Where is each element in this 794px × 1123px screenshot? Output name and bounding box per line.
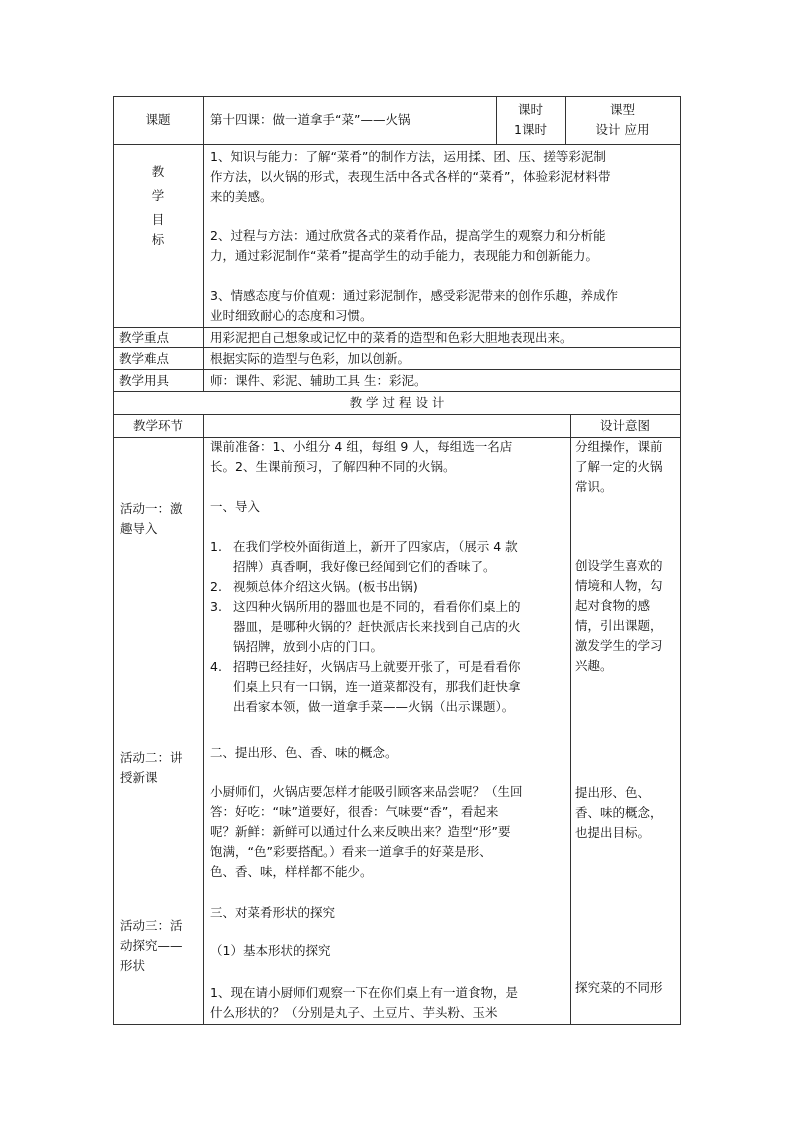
list-number: 2. — [210, 579, 222, 594]
section-2-line-1: 小厨师们，火锅店要怎样才能吸引顾客来品尝呢？（生回 — [210, 784, 523, 799]
difficulty-value: 根据实际的造型与色彩，加以创新。 — [210, 351, 411, 366]
goal-2-line-1: 2、过程与方法：通过欣赏各式的菜肴作品，提高学生的观察力和分析能 — [210, 228, 606, 243]
activity-3-line-2: 动探究—— — [120, 938, 183, 953]
section-2-line-3: 呢？新鲜：新鲜可以通过什么来反映出来？造型“形”要 — [210, 824, 511, 839]
intent-1-line-3: 常识。 — [575, 479, 613, 494]
activity-2-line-1: 活动二：讲 — [120, 750, 183, 765]
activity-1-line-2: 趣导入 — [120, 521, 158, 536]
list-number: 4. — [210, 659, 222, 674]
intent-2-line-6: 兴趣。 — [575, 658, 613, 673]
intent-4-line-1: 探究菜的不同形 — [575, 980, 663, 995]
intent-1-line-1: 分组操作，课前 — [575, 439, 663, 454]
goal-3-line-1: 3、情感态度与价值观：通过彩泥制作，感受彩泥带来的创作乐趣，养成作 — [210, 288, 618, 303]
list-number: 1. — [210, 539, 222, 554]
intro-steps-list — [210, 537, 521, 717]
stage-header: 教学环节 — [132, 418, 183, 433]
type-label: 课型 — [609, 102, 635, 117]
list-line: 在我们学校外面街道上，新开了四家店，（展示 4 款 — [233, 539, 518, 554]
intent-2-line-3: 起对食物的感 — [575, 598, 651, 613]
section-2-line-4: 饱满，“色”彩要搭配。）看来一道拿手的好菜是形、 — [210, 844, 492, 859]
list-line: 器皿，是哪种火锅的？赶快派店长来找到自己店的火 — [233, 619, 521, 634]
goal-2-line-2: 力，通过彩泥制作“菜肴”提高学生的动手能力，表现能力和创新能力。 — [210, 248, 598, 263]
intent-3-line-3: 也提出目标。 — [575, 825, 651, 840]
goals-label-4: 标 — [151, 232, 165, 247]
type-value: 设计 应用 — [595, 122, 650, 137]
process-title: 教 学 过 程 设 计 — [349, 395, 445, 410]
difficulty-label: 教学难点 — [119, 351, 170, 366]
activity-2-line-2: 授新课 — [120, 770, 158, 785]
goal-1-line-3: 来的美感。 — [210, 189, 273, 204]
lesson-plan-table — [113, 96, 681, 1025]
section-3-line-2: 什么形状的？（分别是丸子、土豆片、芋头粉、玉米 — [210, 1005, 498, 1020]
list-line: 出看家本领，做一道拿手菜——火锅（出示课题）。 — [233, 699, 515, 714]
list-line: 招聘已经挂好，火锅店马上就要开张了，可是看看你 — [233, 659, 521, 674]
section-2-line-2: 答：好吃：“味”道要好，很香：气味要“香”，看起来 — [210, 804, 499, 819]
list-line: 这四种火锅所用的器皿也是不同的，看看你们桌上的 — [233, 599, 521, 614]
intent-2-line-2: 情境和人物，勾 — [575, 578, 663, 593]
materials-label: 教学用具 — [119, 373, 170, 388]
list-item — [210, 657, 521, 717]
goal-1-line-1: 1、知识与能力：了解“菜肴”的制作方法，运用揉、团、压、搓等彩泥制 — [210, 149, 606, 164]
intent-2-line-1: 创设学生喜欢的 — [575, 558, 663, 573]
goals-label-2: 学 — [151, 188, 165, 203]
key-point-value: 用彩泥把自己想象或记忆中的菜肴的造型和色彩大胆地表现出来。 — [210, 330, 573, 345]
section-3-title: 三、对菜肴形状的探究 — [210, 905, 336, 920]
list-item — [210, 597, 521, 657]
goal-1-line-2: 作方法，以火锅的形式，表现生活中各式各样的“菜肴”，体验彩泥材料带 — [210, 169, 611, 184]
intent-2-line-5: 激发学生的学习 — [575, 638, 663, 653]
list-line: 招牌）真香啊，我好像已经闻到它们的香味了。 — [233, 559, 496, 574]
materials-value: 师：课件、彩泥、辅助工具 生：彩泥。 — [210, 373, 427, 388]
hours-value: 1课时 — [514, 122, 547, 137]
activity-1-line-1: 活动一：激 — [120, 501, 183, 516]
activity-3-line-3: 形状 — [120, 958, 146, 973]
list-number: 3. — [210, 599, 222, 614]
goal-3-line-2: 业时细致耐心的态度和习惯。 — [210, 308, 373, 323]
intent-3-line-1: 提出形、色、 — [575, 785, 651, 800]
section-3-line-1: 1、现在请小厨师们观察一下在你们桌上有一道食物，是 — [210, 985, 518, 1000]
prep-line-2: 长。2、生课前预习，了解四种不同的火锅。 — [210, 459, 456, 474]
activity-3-line-1: 活动三：活 — [120, 918, 183, 933]
list-line: 锅招牌，放到小店的门口。 — [233, 639, 384, 654]
section-1-title: 一、导入 — [210, 499, 261, 514]
goals-label-1: 教 — [151, 164, 165, 179]
key-point-label: 教学重点 — [119, 330, 170, 345]
topic-value: 第十四课：做一道拿手“菜”——火锅 — [210, 112, 411, 127]
hours-label: 课时 — [517, 102, 543, 117]
list-line: 视频总体介绍这火锅。(板书出锅) — [233, 579, 418, 594]
list-item — [210, 577, 521, 597]
section-2-title: 二、提出形、色、香、味的概念。 — [210, 745, 398, 760]
section-3-subtitle: （1）基本形状的探究 — [210, 943, 331, 958]
section-2-line-5: 色、香、味，样样都不能少。 — [210, 864, 373, 879]
intent-3-line-2: 香、味的概念， — [575, 805, 663, 820]
list-item — [210, 537, 521, 577]
goals-label-3: 目 — [151, 212, 165, 227]
topic-label: 课题 — [145, 112, 171, 127]
list-line: 们桌上只有一口锅，连一道菜都没有，那我们赶快拿 — [233, 679, 521, 694]
prep-line-1: 课前准备：1、小组分 4 组，每组 9 人，每组选一名店 — [210, 439, 513, 454]
intent-1-line-2: 了解一定的火锅 — [575, 459, 663, 474]
intent-header: 设计意图 — [599, 418, 650, 433]
intent-2-line-4: 情，引出课题， — [575, 618, 663, 633]
